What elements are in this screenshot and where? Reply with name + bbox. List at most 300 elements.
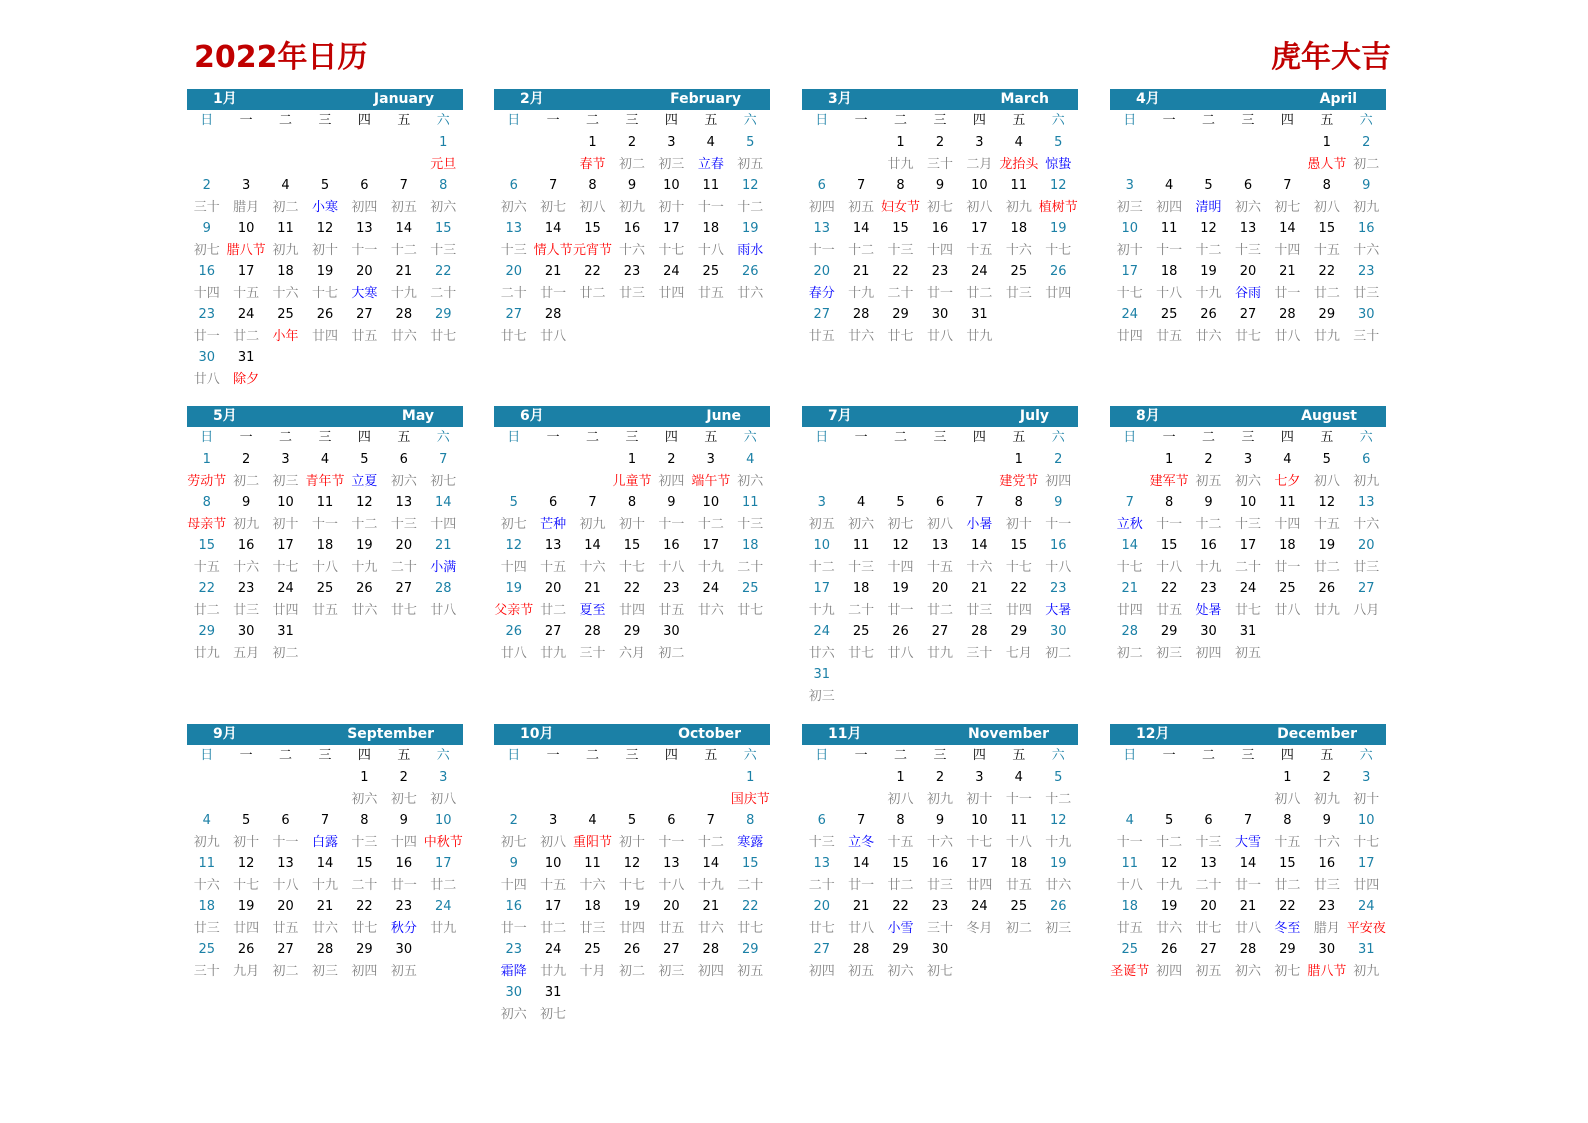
lunar-date: 初十: [1353, 791, 1380, 807]
lunar-date: 十四: [926, 242, 953, 258]
lunar-date: 廿七: [737, 920, 764, 936]
lunar-date: 十五: [233, 285, 260, 301]
day-number: 17: [237, 264, 255, 279]
lunar-date: 廿七: [500, 328, 527, 344]
lunar-date: 十四: [1274, 242, 1301, 258]
day-number: 16: [663, 538, 680, 553]
day-number: 30: [198, 350, 215, 365]
empty-cell: [920, 664, 959, 686]
day-number: 22: [1279, 899, 1296, 914]
weekday-label: 二: [1202, 113, 1216, 128]
day-grid: [494, 132, 770, 347]
empty-cell: [1110, 449, 1149, 471]
weekday-label: 四: [972, 430, 986, 445]
day-number: 8: [746, 813, 755, 828]
day-number: 14: [544, 221, 562, 236]
day-number: 12: [741, 178, 759, 193]
weekday-label: 日: [815, 748, 829, 763]
empty-cell: [691, 621, 730, 643]
lunar-date: 廿六: [737, 285, 764, 301]
solar-term-label: 小雪: [887, 920, 914, 936]
day-number: 20: [1357, 538, 1375, 553]
lunar-date: 十三: [351, 834, 378, 850]
solar-term-label: 立夏: [351, 473, 378, 489]
weekday-label: 三: [318, 748, 332, 763]
weekday-label: 一: [1162, 748, 1176, 763]
empty-cell: [960, 449, 999, 471]
lunar-date: 廿三: [618, 285, 645, 301]
day-number: 21: [434, 538, 452, 553]
day-number: 17: [813, 581, 830, 596]
weekday-row: [494, 427, 770, 449]
month-block: [1110, 89, 1386, 347]
solar-term-label: 芒种: [540, 516, 567, 532]
lunar-date: 廿三: [966, 602, 993, 618]
month-name-cn: 3月: [828, 91, 852, 107]
solar-term-label: 立冬: [848, 834, 875, 850]
day-number: 4: [1014, 770, 1023, 785]
lunar-date: 十六: [1005, 242, 1032, 258]
day-number: 10: [663, 178, 680, 193]
lunar-date: 初二: [1045, 645, 1072, 661]
lunar-date: 十二: [351, 516, 378, 532]
empty-cell: [494, 132, 533, 154]
day-number: 24: [237, 307, 255, 322]
empty-cell: [305, 347, 344, 369]
day-number: 28: [852, 307, 870, 322]
empty-cell: [1149, 767, 1188, 789]
day-number: 23: [395, 899, 413, 914]
lunar-date: 初二: [272, 645, 299, 661]
lunar-date: 三十: [926, 156, 953, 172]
day-number: 15: [1160, 538, 1178, 553]
month-name-cn: 4月: [1136, 91, 1160, 107]
lunar-date: 十五: [1313, 242, 1340, 258]
solar-term-label: 小满: [430, 559, 457, 575]
empty-cell: [652, 304, 691, 326]
empty-cell: [1110, 154, 1149, 176]
lunar-date: 廿一: [390, 877, 417, 893]
day-number: 25: [1010, 899, 1028, 914]
weekday-label: 三: [933, 113, 947, 128]
weekday-label: 四: [664, 748, 678, 763]
day-number: 14: [1279, 221, 1296, 236]
day-number: 10: [544, 856, 562, 871]
lunar-date: 廿二: [887, 877, 914, 893]
day-number: 25: [198, 942, 215, 957]
day-number: 17: [434, 856, 452, 871]
weekday-label: 一: [546, 430, 560, 445]
lunar-date: 廿六: [697, 602, 724, 618]
month-name-cn: 6月: [520, 408, 544, 424]
day-number: 13: [505, 221, 522, 236]
day-number: 19: [1200, 264, 1217, 279]
day-number: 19: [356, 538, 373, 553]
day-number: 13: [395, 495, 413, 510]
lunar-date: 廿四: [618, 920, 645, 936]
weekday-row: [494, 110, 770, 132]
lunar-date: 廿五: [351, 328, 378, 344]
lunar-date: 廿九: [193, 645, 220, 661]
lunar-date: 廿八: [430, 602, 457, 618]
day-number: 18: [1010, 221, 1028, 236]
empty-cell: [731, 304, 770, 326]
day-number: 30: [663, 624, 680, 639]
lunar-date: 廿七: [848, 645, 875, 661]
day-number: 28: [395, 307, 413, 322]
empty-cell: [345, 621, 384, 643]
day-number: 4: [281, 178, 290, 193]
day-number: 4: [588, 813, 597, 828]
day-number: 26: [505, 624, 522, 639]
lunar-date: 廿六: [351, 602, 378, 618]
day-number: 16: [623, 221, 641, 236]
lunar-date: 二十: [351, 877, 378, 893]
lunar-date: 初十: [658, 199, 685, 215]
lunar-date: 十四: [390, 834, 417, 850]
day-number: 7: [588, 495, 597, 510]
empty-cell: [384, 643, 423, 665]
lunar-date: 廿七: [1234, 602, 1261, 618]
empty-cell: [573, 304, 612, 326]
empty-cell: [266, 154, 305, 176]
day-number: 15: [741, 856, 759, 871]
empty-cell: [691, 982, 730, 1004]
empty-cell: [960, 664, 999, 686]
empty-cell: [612, 789, 651, 811]
lunar-date: 廿七: [1195, 920, 1222, 936]
lunar-date: 廿六: [697, 920, 724, 936]
lunar-date: 廿八: [1274, 602, 1301, 618]
day-number: 30: [1318, 942, 1336, 957]
lunar-date: 廿二: [926, 602, 953, 618]
day-number: 28: [702, 942, 720, 957]
month-name-cn: 8月: [1136, 408, 1160, 424]
day-number: 17: [1239, 538, 1257, 553]
solar-term-label: 白露: [311, 834, 338, 850]
lunar-date: 初七: [500, 834, 527, 850]
lunar-date: 十六: [233, 559, 260, 575]
day-number: 8: [1014, 495, 1023, 510]
day-number: 11: [1279, 495, 1296, 510]
day-number: 15: [434, 221, 452, 236]
day-number: 18: [1160, 264, 1178, 279]
lunar-date: 廿二: [1313, 285, 1340, 301]
empty-cell: [1228, 132, 1267, 154]
weekday-label: 二: [894, 113, 908, 128]
day-number: 15: [1279, 856, 1296, 871]
weekday-label: 日: [507, 430, 521, 445]
lunar-date: 初八: [430, 791, 457, 807]
day-number: 2: [935, 135, 945, 150]
day-number: 28: [852, 942, 870, 957]
lunar-date: 三十: [193, 963, 220, 979]
month-block: [1110, 406, 1386, 664]
lunar-date: 十三: [430, 242, 457, 258]
day-number: 23: [505, 942, 522, 957]
empty-cell: [841, 154, 880, 176]
day-number: 1: [1164, 452, 1174, 467]
lunar-date: 廿六: [311, 920, 338, 936]
lunar-date: 初九: [618, 199, 645, 215]
day-number: 9: [509, 856, 518, 871]
day-number: 25: [316, 581, 334, 596]
month-block: [802, 724, 1078, 982]
day-number: 5: [1164, 813, 1174, 828]
empty-cell: [1110, 767, 1149, 789]
month-name-en: April: [1319, 91, 1357, 107]
day-number: 20: [1239, 264, 1257, 279]
lunar-date: 腊月: [1313, 920, 1340, 936]
day-number: 12: [1160, 856, 1178, 871]
lunar-date: 廿七: [808, 920, 835, 936]
lunar-date: 初十: [233, 834, 260, 850]
empty-cell: [691, 326, 730, 348]
weekday-label: 三: [625, 113, 639, 128]
lunar-date: 十一: [1156, 516, 1183, 532]
empty-cell: [881, 664, 920, 686]
lunar-date: 廿八: [926, 328, 953, 344]
day-number: 26: [741, 264, 759, 279]
month-header: [1110, 89, 1386, 110]
lunar-date: 廿七: [887, 328, 914, 344]
lunar-date: 廿九: [540, 645, 567, 661]
empty-cell: [1189, 767, 1228, 789]
lunar-date: 廿二: [540, 602, 567, 618]
lunar-date: 二十: [1234, 559, 1261, 575]
day-number: 12: [237, 856, 255, 871]
lunar-date: 廿三: [579, 920, 606, 936]
day-number: 22: [1160, 581, 1178, 596]
day-number: 5: [746, 135, 755, 150]
day-number: 18: [741, 538, 759, 553]
empty-cell: [187, 789, 226, 811]
day-number: 29: [741, 942, 759, 957]
empty-cell: [424, 939, 463, 961]
day-number: 16: [1049, 538, 1067, 553]
day-number: 22: [892, 899, 909, 914]
day-number: 22: [741, 899, 759, 914]
month-name-cn: 7月: [828, 408, 852, 424]
day-number: 11: [584, 856, 601, 871]
day-number: 21: [584, 581, 601, 596]
festival-label: 龙抬头: [999, 156, 1039, 172]
weekday-label: 二: [1202, 748, 1216, 763]
day-number: 30: [1200, 624, 1217, 639]
solar-term-label: 寒露: [737, 834, 764, 850]
day-number: 4: [706, 135, 715, 150]
day-number: 16: [395, 856, 413, 871]
day-number: 22: [434, 264, 452, 279]
lunar-date: 十三: [808, 834, 835, 850]
lunar-date: 廿七: [1234, 328, 1261, 344]
day-number: 6: [399, 452, 408, 467]
day-grid: [1110, 132, 1386, 347]
day-number: 19: [237, 899, 255, 914]
day-number: 11: [198, 856, 215, 871]
day-number: 19: [741, 221, 759, 236]
day-number: 20: [356, 264, 373, 279]
lunar-date: 初九: [1353, 963, 1380, 979]
day-number: 15: [623, 538, 641, 553]
day-number: 10: [434, 813, 452, 828]
month-block: [494, 724, 770, 1025]
day-number: 2: [509, 813, 518, 828]
weekday-label: 一: [854, 748, 868, 763]
day-number: 3: [439, 770, 448, 785]
day-number: 5: [627, 813, 637, 828]
empty-cell: [731, 326, 770, 348]
day-number: 8: [896, 813, 905, 828]
month-block: [802, 406, 1078, 707]
empty-cell: [960, 686, 999, 708]
empty-cell: [1039, 939, 1078, 961]
month-name-cn: 11月: [828, 726, 862, 742]
lunar-date: 初二: [658, 645, 685, 661]
empty-cell: [266, 767, 305, 789]
month-header: [494, 724, 770, 745]
festival-label: 情人节: [533, 242, 573, 258]
empty-cell: [187, 132, 226, 154]
lunar-date: 二十: [737, 877, 764, 893]
lunar-date: 十七: [618, 877, 645, 893]
lunar-date: 十五: [966, 242, 993, 258]
day-number: 8: [360, 813, 369, 828]
weekday-label: 六: [1051, 430, 1065, 445]
lunar-date: 廿一: [926, 285, 953, 301]
festival-label: 春节: [579, 156, 606, 172]
day-number: 22: [584, 264, 601, 279]
weekday-row: [187, 745, 463, 767]
empty-cell: [802, 154, 841, 176]
lunar-date: 十五: [1313, 516, 1340, 532]
weekday-label: 五: [704, 748, 718, 763]
weekday-label: 五: [397, 748, 411, 763]
lunar-date: 十六: [579, 559, 606, 575]
weekday-label: 三: [933, 430, 947, 445]
day-number: 8: [1322, 178, 1331, 193]
empty-cell: [1307, 621, 1346, 643]
day-number: 13: [544, 538, 562, 553]
day-number: 30: [931, 942, 949, 957]
weekday-label: 日: [507, 748, 521, 763]
day-number: 23: [1357, 264, 1375, 279]
solar-term-label: 大雪: [1234, 834, 1261, 850]
lunar-date: 三十: [193, 199, 220, 215]
lunar-date: 十二: [1195, 242, 1222, 258]
day-number: 26: [356, 581, 373, 596]
month-name-cn: 10月: [520, 726, 554, 742]
solar-term-label: 大暑: [1045, 602, 1072, 618]
empty-cell: [881, 686, 920, 708]
lunar-date: 廿八: [1274, 328, 1301, 344]
empty-cell: [920, 471, 959, 493]
day-number: 22: [356, 899, 373, 914]
lunar-date: 廿一: [1274, 285, 1301, 301]
lunar-date: 十六: [193, 877, 220, 893]
lunar-date: 十五: [540, 559, 567, 575]
festival-label: 腊八节: [226, 242, 266, 258]
day-number: 15: [892, 856, 909, 871]
lunar-date: 十二: [697, 834, 724, 850]
day-number: 29: [1279, 942, 1296, 957]
month-name-en: January: [373, 91, 434, 107]
day-number: 6: [360, 178, 369, 193]
lunar-date: 初九: [579, 516, 606, 532]
lunar-date: 廿五: [658, 602, 685, 618]
weekday-label: 五: [397, 430, 411, 445]
lunar-date: 廿三: [1313, 877, 1340, 893]
day-number: 26: [316, 307, 334, 322]
lunar-date: 十三: [737, 516, 764, 532]
lunar-date: 十八: [311, 559, 338, 575]
day-number: 20: [395, 538, 413, 553]
empty-cell: [652, 767, 691, 789]
day-number: 13: [931, 538, 949, 553]
day-number: 19: [1160, 899, 1178, 914]
lunar-date: 廿二: [430, 877, 457, 893]
day-number: 18: [702, 221, 720, 236]
lunar-date: 十九: [390, 285, 417, 301]
lunar-date: 初六: [390, 473, 417, 489]
lunar-date: 廿五: [272, 920, 299, 936]
lunar-date: 三十: [926, 920, 953, 936]
lunar-date: 初九: [1313, 791, 1340, 807]
empty-cell: [612, 767, 651, 789]
lunar-date: 初八: [926, 516, 953, 532]
day-number: 29: [1160, 624, 1178, 639]
weekday-label: 一: [239, 748, 253, 763]
day-number: 6: [281, 813, 290, 828]
lunar-date: 廿二: [1274, 877, 1301, 893]
festival-label: 母亲节: [187, 516, 227, 532]
day-number: 18: [1010, 856, 1028, 871]
lunar-date: 十四: [193, 285, 220, 301]
empty-cell: [731, 643, 770, 665]
day-number: 13: [1357, 495, 1375, 510]
day-number: 1: [1014, 452, 1023, 467]
lunar-date: 廿一: [193, 328, 220, 344]
day-number: 21: [971, 581, 988, 596]
day-number: 19: [892, 581, 909, 596]
lunar-date: 廿四: [1005, 602, 1032, 618]
empty-cell: [533, 789, 572, 811]
day-grid: [187, 449, 463, 664]
solar-term-label: 清明: [1195, 199, 1222, 215]
day-number: 27: [544, 624, 562, 639]
day-number: 5: [360, 452, 369, 467]
day-number: 18: [1121, 899, 1138, 914]
day-number: 9: [935, 178, 945, 193]
day-number: 5: [1054, 770, 1063, 785]
empty-cell: [691, 304, 730, 326]
day-number: 24: [544, 942, 562, 957]
day-number: 6: [509, 178, 518, 193]
lunar-date: 廿五: [1005, 877, 1032, 893]
day-number: 11: [1160, 221, 1178, 236]
lunar-date: 二十: [808, 877, 835, 893]
day-number: 18: [584, 899, 601, 914]
lunar-date: 廿七: [737, 602, 764, 618]
day-number: 6: [817, 813, 826, 828]
festival-label: 元宵节: [573, 242, 613, 258]
empty-cell: [802, 449, 841, 471]
empty-cell: [1039, 664, 1078, 686]
day-number: 25: [741, 581, 759, 596]
lunar-date: 廿五: [1156, 328, 1183, 344]
lunar-date: 十六: [1353, 516, 1380, 532]
day-number: 12: [1049, 178, 1067, 193]
